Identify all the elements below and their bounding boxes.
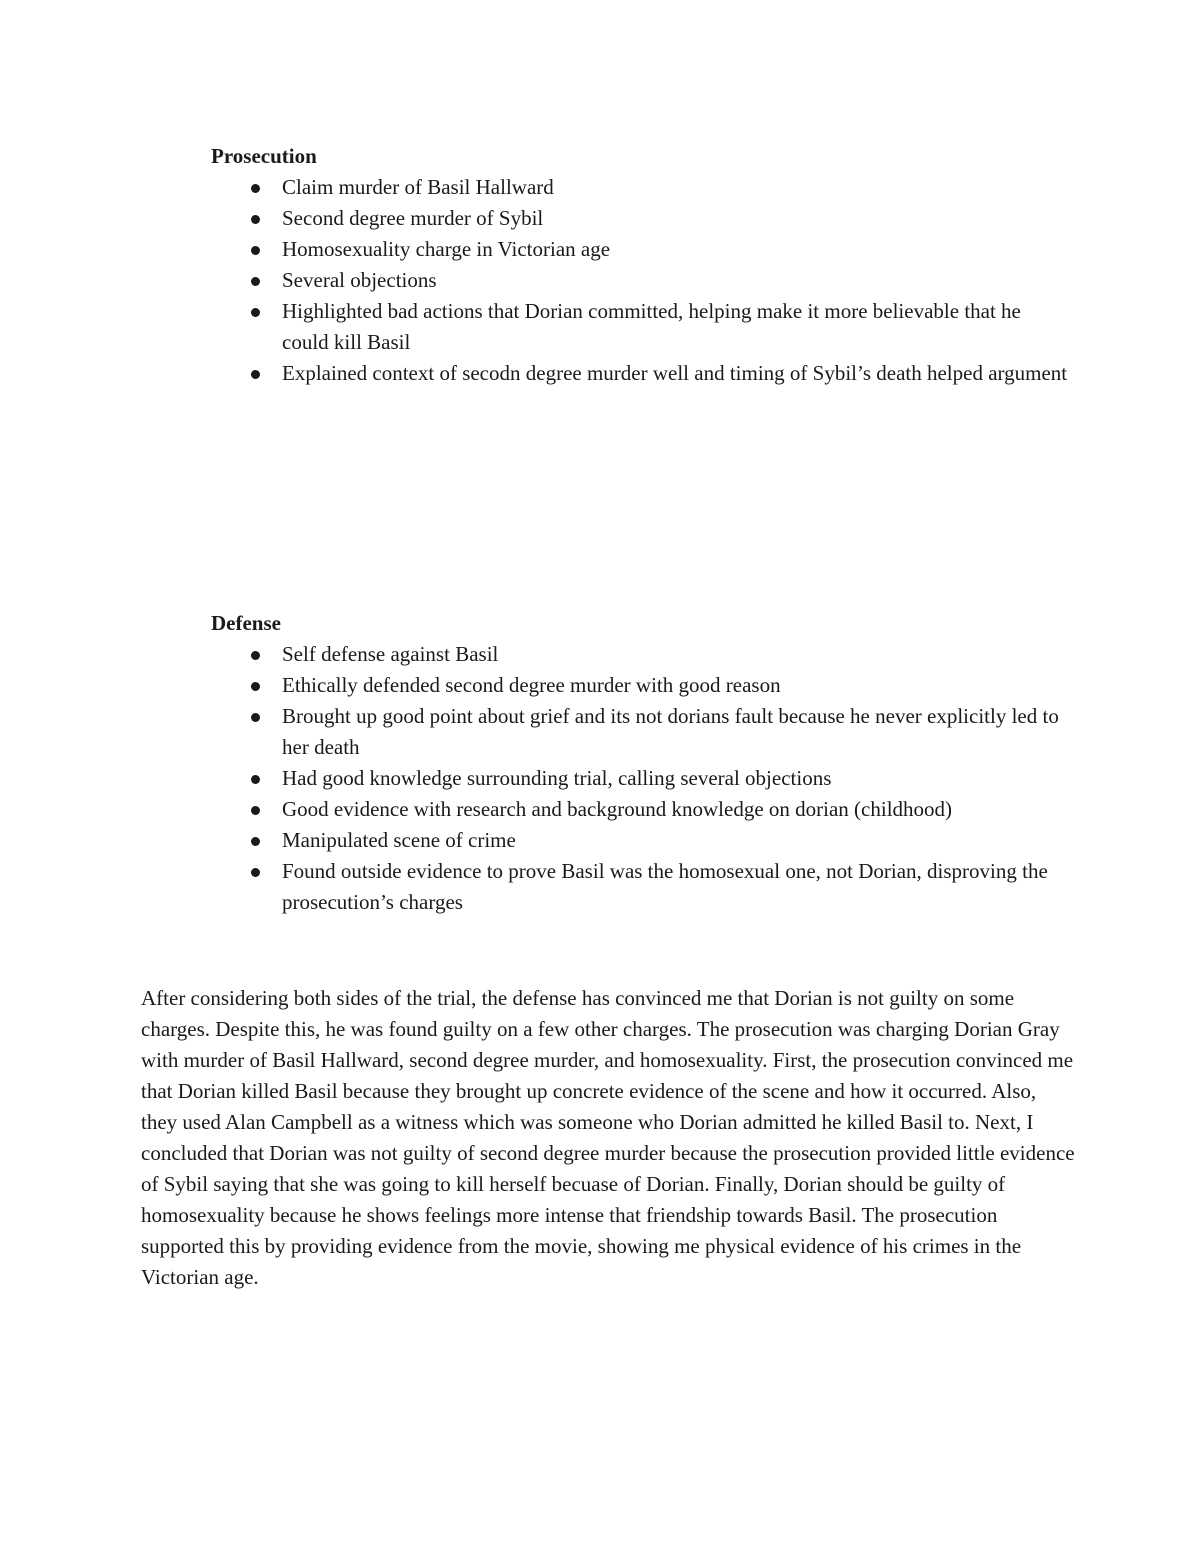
list-item (211, 639, 1071, 670)
bullet-icon (251, 775, 260, 784)
list-item-text: Manipulated scene of crime (282, 828, 516, 852)
bullet-icon (251, 277, 260, 286)
list-item (211, 296, 1071, 358)
list-item (211, 234, 1071, 265)
defense-heading: Defense (211, 611, 281, 635)
list-item (211, 203, 1071, 234)
list-item-text: Homosexuality charge in Victorian age (282, 237, 611, 261)
list-item (211, 265, 1071, 296)
list-item (211, 763, 1071, 794)
bullet-icon (251, 184, 260, 193)
bullet-icon (251, 308, 260, 317)
list-item-text: Self defense against Basil (282, 642, 499, 666)
list-item-text: Second degree murder of Sybil (282, 206, 544, 230)
bullet-icon (251, 713, 260, 722)
list-item-text: Found outside evidence to prove Basil was the homosexual one, not Dorian, disproving the prosecution’s charges (282, 859, 1048, 914)
list-item-text: Several objections (282, 268, 437, 292)
list-item (211, 172, 1071, 203)
bullet-icon (251, 651, 260, 660)
list-item (211, 794, 1071, 825)
bullet-icon (251, 806, 260, 815)
bullet-icon (251, 370, 260, 379)
list-item-text: Ethically defended second degree murder with good reason (282, 673, 781, 697)
list-item (211, 856, 1071, 918)
defense-list (211, 639, 1071, 918)
prosecution-list (211, 172, 1071, 389)
list-item-text: Had good knowledge surrounding trial, calling several objections (282, 766, 832, 790)
bullet-icon (251, 682, 260, 691)
defense-section (211, 608, 1071, 918)
list-item-text: Claim murder of Basil Hallward (282, 175, 554, 199)
conclusion-paragraph: After considering both sides of the trial, the defense has convinced me that Dorian is not guilty on some charges. Despite this, he was found guilty on a few other charges. The prosecution was charging Dorian Gray with murder of Basil Hallward, second degree murder, and homosexuality. First, the prosecution convinced me that Dorian killed Basil because they brought up concrete evidence of the scene and how it occurred. Also, they used Alan Campbell as a witness which was someone who Dorian admitted he killed Basil to. Next, I concluded that Dorian was not guilty of second degree murder because the prosecution provided little evidence of Sybil saying that she was going to kill herself becuase of Dorian. Finally, Dorian should be guilty of homosexuality because he shows feelings more intense that friendship towards Basil. The prosecution supported this by providing evidence from the movie, showing me physical evidence of his crimes in the Victorian age. (141, 986, 1075, 1289)
list-item (211, 825, 1071, 856)
bullet-icon (251, 868, 260, 877)
list-item-text: Brought up good point about grief and its not dorians fault because he never explicitly led to her death (282, 704, 1059, 759)
list-item-text: Explained context of secodn degree murder well and timing of Sybil’s death helped argument (282, 361, 1068, 385)
bullet-icon (251, 837, 260, 846)
prosecution-section (211, 141, 1071, 389)
list-item (211, 670, 1071, 701)
list-item (211, 358, 1071, 389)
list-item-text: Good evidence with research and background knowledge on dorian (childhood) (282, 797, 953, 821)
bullet-icon (251, 215, 260, 224)
bullet-icon (251, 246, 260, 255)
prosecution-heading: Prosecution (211, 144, 317, 168)
list-item (211, 701, 1071, 763)
list-item-text: Highlighted bad actions that Dorian committed, helping make it more believable that he could kill Basil (282, 299, 1021, 354)
